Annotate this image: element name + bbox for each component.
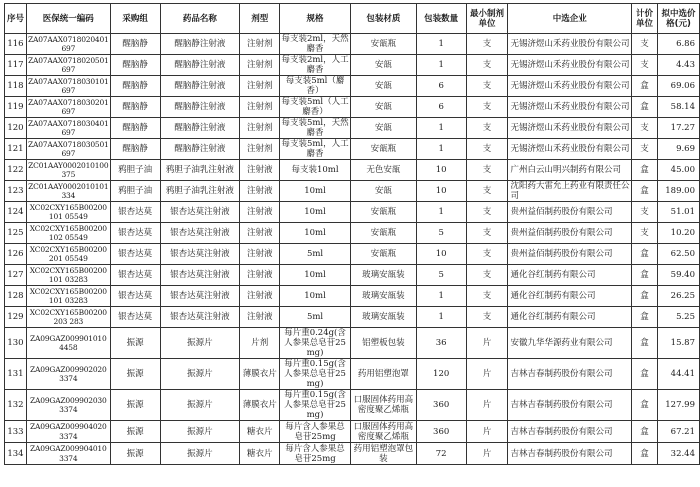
table-row bbox=[5, 244, 700, 265]
table-row bbox=[5, 359, 700, 390]
cell-packaging: 安瓿 bbox=[350, 76, 416, 97]
cell-index: 123 bbox=[5, 181, 27, 202]
cell-company: 无锡济煜山禾药业股份有限公司 bbox=[508, 55, 632, 76]
cell-dosage-form: 片剂 bbox=[240, 328, 280, 359]
cell-pack-qty: 1 bbox=[416, 118, 466, 139]
cell-drug-name: 振源片 bbox=[160, 359, 240, 390]
table-row bbox=[5, 160, 700, 181]
cell-group: 银杏达莫 bbox=[110, 265, 160, 286]
cell-pack-qty: 120 bbox=[416, 359, 466, 390]
cell-min-unit: 支 bbox=[466, 202, 508, 223]
cell-dosage-form: 注射剂 bbox=[240, 118, 280, 139]
cell-min-unit: 支 bbox=[466, 55, 508, 76]
cell-min-unit: 片 bbox=[466, 359, 508, 390]
cell-min-unit: 片 bbox=[466, 443, 508, 465]
cell-dosage-form: 薄膜衣片 bbox=[240, 359, 280, 390]
cell-company: 安徽九华华源药业有限公司 bbox=[508, 328, 632, 359]
cell-company: 通化谷红制药有限公司 bbox=[508, 307, 632, 328]
table-row bbox=[5, 328, 700, 359]
cell-packaging: 安瓿 bbox=[350, 97, 416, 118]
cell-company: 贵州益佰制药股份有限公司 bbox=[508, 244, 632, 265]
col-header-spec: 规格 bbox=[280, 4, 351, 34]
cell-spec: 5ml bbox=[280, 307, 351, 328]
cell-company: 通化谷红制药有限公司 bbox=[508, 286, 632, 307]
cell-drug-name: 振源片 bbox=[160, 421, 240, 443]
cell-company: 吉林吉春制药股份有限公司 bbox=[508, 443, 632, 465]
cell-code: ZA07AAX0718030201697 bbox=[27, 97, 109, 116]
cell-price: 6.86 bbox=[657, 34, 699, 55]
cell-packaging: 安瓿 bbox=[350, 181, 416, 202]
cell-company: 吉林吉春制药股份有限公司 bbox=[508, 359, 632, 390]
col-header-packaging: 包装材质 bbox=[350, 4, 416, 34]
cell-pack-qty: 6 bbox=[416, 76, 466, 97]
cell-price-unit: 盒 bbox=[632, 265, 658, 286]
cell-price-unit: 支 bbox=[632, 223, 658, 244]
cell-dosage-form: 注射液 bbox=[240, 244, 280, 265]
cell-pack-qty: 1 bbox=[416, 286, 466, 307]
cell-pack-qty: 360 bbox=[416, 421, 466, 443]
col-header-min-unit: 最小制剂单位 bbox=[466, 4, 508, 34]
cell-packaging: 药用铝塑泡罩包装 bbox=[350, 443, 416, 465]
table-row bbox=[5, 307, 700, 328]
cell-price-unit: 盒 bbox=[632, 443, 658, 465]
cell-spec: 10ml bbox=[280, 202, 351, 223]
cell-drug-name: 醒脑静注射液 bbox=[160, 34, 240, 55]
cell-dosage-form: 注射剂 bbox=[240, 97, 280, 118]
cell-price: 4.43 bbox=[657, 55, 699, 76]
cell-price-unit: 盒 bbox=[632, 328, 658, 359]
cell-group: 银杏达莫 bbox=[110, 307, 160, 328]
table-body bbox=[5, 34, 700, 465]
cell-price: 51.01 bbox=[657, 202, 699, 223]
cell-packaging: 安瓿瓶 bbox=[350, 34, 416, 55]
cell-spec: 每支装5ml，天然麝香 bbox=[281, 118, 349, 138]
cell-group: 银杏达莫 bbox=[110, 223, 160, 244]
cell-company: 吉林吉春制药股份有限公司 bbox=[508, 421, 632, 443]
cell-dosage-form: 注射液 bbox=[240, 223, 280, 244]
cell-min-unit: 支 bbox=[466, 97, 508, 118]
cell-min-unit: 支 bbox=[466, 223, 508, 244]
cell-index: 118 bbox=[5, 76, 27, 97]
cell-price: 10.20 bbox=[657, 223, 699, 244]
cell-spec: 10ml bbox=[280, 223, 351, 244]
cell-company: 无锡济煜山禾药业股份有限公司 bbox=[508, 97, 632, 118]
cell-index: 122 bbox=[5, 160, 27, 181]
cell-packaging: 铝塑板包装 bbox=[350, 328, 416, 359]
drug-price-table bbox=[4, 3, 700, 465]
cell-price: 45.00 bbox=[657, 160, 699, 181]
cell-spec: 每片重0.15g(含人参果总皂苷25mg) bbox=[280, 390, 351, 421]
cell-company: 无锡济煜山禾药业股份有限公司 bbox=[508, 118, 632, 139]
cell-pack-qty: 6 bbox=[416, 97, 466, 118]
cell-spec: 每片含人参果总皂苷25mg bbox=[280, 443, 351, 465]
cell-drug-name: 醒脑静注射液 bbox=[160, 97, 240, 118]
cell-min-unit: 支 bbox=[466, 265, 508, 286]
cell-min-unit: 支 bbox=[466, 76, 508, 97]
cell-price-unit: 盒 bbox=[632, 97, 658, 118]
cell-packaging: 玻璃安瓿装 bbox=[350, 286, 416, 307]
cell-drug-name: 银杏达莫注射液 bbox=[160, 265, 240, 286]
cell-dosage-form: 注射剂 bbox=[240, 55, 280, 76]
cell-price: 69.06 bbox=[657, 76, 699, 97]
cell-drug-name: 醒脑静注射液 bbox=[160, 118, 240, 139]
cell-packaging: 安瓿 bbox=[350, 55, 416, 76]
cell-company: 吉林吉春制药股份有限公司 bbox=[508, 390, 632, 421]
cell-pack-qty: 360 bbox=[416, 390, 466, 421]
table-row bbox=[5, 76, 700, 97]
cell-pack-qty: 1 bbox=[416, 139, 466, 160]
cell-price-unit: 支 bbox=[632, 55, 658, 76]
cell-price-unit: 盒 bbox=[632, 390, 658, 421]
cell-pack-qty: 36 bbox=[416, 328, 466, 359]
cell-price-unit: 盒 bbox=[632, 359, 658, 390]
cell-group: 醒脑静 bbox=[110, 34, 160, 55]
table-row bbox=[5, 55, 700, 76]
cell-code: ZA09GAZ0099020303374 bbox=[26, 390, 110, 421]
cell-packaging: 药用铝塑泡罩 bbox=[350, 359, 416, 390]
cell-dosage-form: 注射液 bbox=[240, 265, 280, 286]
cell-company: 通化谷红制药有限公司 bbox=[508, 265, 632, 286]
cell-company: 贵州益佰制药股份有限公司 bbox=[508, 223, 632, 244]
cell-spec: 每支装5ml，人工麝香 bbox=[281, 139, 349, 159]
cell-pack-qty: 10 bbox=[416, 160, 466, 181]
cell-spec: 每支装5ml（麝香） bbox=[280, 76, 351, 97]
cell-price-unit: 支 bbox=[632, 202, 658, 223]
cell-code: ZC01AAY0002010101334 bbox=[28, 181, 109, 200]
cell-drug-name: 振源片 bbox=[160, 443, 240, 465]
cell-price: 59.40 bbox=[657, 265, 699, 286]
cell-pack-qty: 1 bbox=[416, 34, 466, 55]
cell-min-unit: 支 bbox=[466, 307, 508, 328]
cell-pack-qty: 1 bbox=[416, 55, 466, 76]
cell-price-unit: 支 bbox=[632, 34, 658, 55]
cell-price: 189.00 bbox=[657, 181, 699, 202]
cell-spec: 每支装5ml（人工麝香） bbox=[281, 97, 349, 117]
cell-group: 鸦胆子油 bbox=[110, 160, 160, 181]
cell-drug-name: 醒脑静注射液 bbox=[160, 55, 240, 76]
cell-min-unit: 支 bbox=[466, 34, 508, 55]
cell-drug-name: 银杏达莫注射液 bbox=[160, 244, 240, 265]
cell-spec: 每片重0.15g(含人参果总皂苷25mg) bbox=[280, 359, 351, 390]
cell-group: 银杏达莫 bbox=[110, 202, 160, 223]
cell-group: 醒脑静 bbox=[110, 118, 160, 139]
cell-min-unit: 支 bbox=[466, 160, 508, 181]
table-row bbox=[5, 181, 700, 202]
cell-packaging: 安瓿瓶 bbox=[350, 139, 416, 160]
cell-drug-name: 银杏达莫注射液 bbox=[160, 202, 240, 223]
cell-price: 44.41 bbox=[657, 359, 699, 390]
cell-group: 振源 bbox=[110, 443, 160, 465]
cell-packaging: 安瓿瓶 bbox=[350, 244, 416, 265]
table-row bbox=[5, 265, 700, 286]
cell-price-unit: 盒 bbox=[632, 421, 658, 443]
cell-index: 134 bbox=[5, 443, 27, 465]
col-header-price-unit: 计价单位 bbox=[632, 4, 658, 34]
cell-group: 醒脑静 bbox=[110, 97, 160, 118]
table-row bbox=[5, 97, 700, 118]
cell-spec: 每片重0.24g(含人参果总皂苷25mg) bbox=[280, 328, 351, 359]
cell-index: 130 bbox=[5, 328, 27, 359]
cell-drug-name: 鸦胆子油乳注射液 bbox=[160, 160, 240, 181]
cell-dosage-form: 糖衣片 bbox=[240, 443, 280, 465]
table-row bbox=[5, 139, 700, 160]
cell-drug-name: 鸦胆子油乳注射液 bbox=[160, 181, 240, 202]
cell-dosage-form: 注射剂 bbox=[240, 139, 280, 160]
table-row bbox=[5, 443, 700, 465]
cell-price: 67.21 bbox=[657, 421, 699, 443]
cell-packaging: 口服固体药用高密度聚乙烯瓶 bbox=[350, 421, 416, 443]
table-row bbox=[5, 223, 700, 244]
cell-price: 9.69 bbox=[657, 139, 699, 160]
cell-min-unit: 支 bbox=[466, 118, 508, 139]
col-header-company: 中选企业 bbox=[508, 4, 632, 34]
cell-dosage-form: 注射液 bbox=[240, 307, 280, 328]
col-header-price: 拟中选价格(元) bbox=[657, 4, 699, 34]
cell-code: ZC01AAY0002010100375 bbox=[28, 160, 109, 179]
cell-pack-qty: 10 bbox=[416, 181, 466, 202]
cell-company: 广州白云山明兴制药有限公司 bbox=[508, 160, 632, 181]
cell-price: 62.50 bbox=[657, 244, 699, 265]
cell-dosage-form: 注射液 bbox=[240, 286, 280, 307]
cell-index: 125 bbox=[5, 223, 27, 244]
cell-company: 无锡济煜山禾药业股份有限公司 bbox=[508, 34, 632, 55]
cell-min-unit: 支 bbox=[466, 139, 508, 160]
cell-code: XC02CXY165B00200101 05549 bbox=[26, 202, 110, 223]
cell-index: 120 bbox=[5, 118, 27, 139]
cell-packaging: 口服固体药用高密度聚乙烯瓶 bbox=[350, 390, 416, 421]
table-row bbox=[5, 202, 700, 223]
cell-packaging: 安瓿瓶 bbox=[350, 202, 416, 223]
cell-min-unit: 片 bbox=[466, 328, 508, 359]
cell-packaging: 玻璃安瓿装 bbox=[350, 265, 416, 286]
cell-min-unit: 片 bbox=[466, 421, 508, 443]
cell-index: 117 bbox=[5, 55, 27, 76]
cell-pack-qty: 5 bbox=[416, 265, 466, 286]
cell-price-unit: 盒 bbox=[632, 160, 658, 181]
cell-price-unit: 支 bbox=[632, 139, 658, 160]
cell-price-unit: 盒 bbox=[632, 76, 658, 97]
cell-index: 124 bbox=[5, 202, 27, 223]
cell-code: XC02CXY165B00200201 05549 bbox=[26, 244, 110, 265]
cell-group: 醒脑静 bbox=[110, 55, 160, 76]
cell-group: 振源 bbox=[110, 359, 160, 390]
cell-code: ZA09GAZ0099040103374 bbox=[26, 443, 110, 465]
col-header-code: 医保统一编码 bbox=[26, 4, 110, 34]
cell-min-unit: 支 bbox=[466, 181, 508, 202]
cell-dosage-form: 注射剂 bbox=[240, 76, 280, 97]
table-row bbox=[5, 390, 700, 421]
cell-spec: 每支装10ml bbox=[280, 160, 351, 181]
cell-dosage-form: 糖衣片 bbox=[240, 421, 280, 443]
cell-packaging: 安瓿瓶 bbox=[350, 223, 416, 244]
cell-spec: 每片含人参果总皂苷25mg bbox=[280, 421, 351, 443]
cell-packaging: 安瓿 bbox=[350, 118, 416, 139]
cell-drug-name: 银杏达莫注射液 bbox=[160, 223, 240, 244]
cell-pack-qty: 1 bbox=[416, 202, 466, 223]
cell-drug-name: 醒脑静注射液 bbox=[160, 139, 240, 160]
cell-price-unit: 盒 bbox=[632, 307, 658, 328]
cell-code: ZA07AAX0718030401697 bbox=[27, 118, 109, 137]
cell-code: ZA09GAZ0099010104458 bbox=[26, 328, 110, 359]
cell-dosage-form: 薄膜衣片 bbox=[240, 390, 280, 421]
table-row bbox=[5, 421, 700, 443]
cell-spec: 10ml bbox=[280, 286, 351, 307]
cell-group: 鸦胆子油 bbox=[110, 181, 160, 202]
cell-price-unit: 盒 bbox=[632, 181, 658, 202]
col-header-group: 采购组 bbox=[110, 4, 160, 34]
col-header-index: 序号 bbox=[5, 4, 27, 34]
cell-min-unit: 支 bbox=[466, 286, 508, 307]
cell-group: 银杏达莫 bbox=[110, 244, 160, 265]
cell-code: ZA07AAX0718020501697 bbox=[27, 55, 109, 74]
cell-index: 128 bbox=[5, 286, 27, 307]
cell-price: 15.87 bbox=[657, 328, 699, 359]
cell-price-unit: 支 bbox=[632, 118, 658, 139]
cell-spec: 每支装2ml，人工麝香 bbox=[281, 55, 349, 75]
cell-pack-qty: 1 bbox=[416, 307, 466, 328]
cell-code: XC02CXY165B00200101 03283 bbox=[26, 265, 110, 286]
cell-dosage-form: 注射液 bbox=[240, 181, 280, 202]
table-row bbox=[5, 118, 700, 139]
cell-spec: 5ml bbox=[280, 244, 351, 265]
cell-index: 126 bbox=[5, 244, 27, 265]
cell-price: 58.14 bbox=[657, 97, 699, 118]
cell-dosage-form: 注射液 bbox=[240, 160, 280, 181]
cell-group: 醒脑静 bbox=[110, 139, 160, 160]
cell-group: 银杏达莫 bbox=[110, 286, 160, 307]
cell-drug-name: 醒脑静注射液 bbox=[160, 76, 240, 97]
cell-index: 129 bbox=[5, 307, 27, 328]
cell-packaging: 无色安瓿 bbox=[350, 160, 416, 181]
cell-code: ZA07AAX0718020401697 bbox=[27, 34, 109, 53]
cell-company: 无锡济煜山禾药业股份有限公司 bbox=[508, 139, 632, 160]
cell-packaging: 玻璃安瓿装 bbox=[350, 307, 416, 328]
cell-group: 振源 bbox=[110, 328, 160, 359]
cell-code: ZA07AAX0718030501697 bbox=[27, 139, 109, 158]
cell-code: ZA09GAZ0099020203374 bbox=[26, 359, 110, 390]
cell-index: 119 bbox=[5, 97, 27, 118]
cell-group: 振源 bbox=[110, 421, 160, 443]
cell-min-unit: 支 bbox=[466, 244, 508, 265]
cell-index: 121 bbox=[5, 139, 27, 160]
cell-pack-qty: 72 bbox=[416, 443, 466, 465]
cell-pack-qty: 5 bbox=[416, 223, 466, 244]
cell-company: 无锡济煜山禾药业股份有限公司 bbox=[508, 76, 632, 97]
cell-price: 127.99 bbox=[657, 390, 699, 421]
cell-drug-name: 银杏达莫注射液 bbox=[160, 286, 240, 307]
cell-index: 131 bbox=[5, 359, 27, 390]
cell-spec: 每支装2ml，天然麝香 bbox=[281, 34, 349, 54]
cell-dosage-form: 注射液 bbox=[240, 202, 280, 223]
cell-code: XC02CXY165B00200101 03283 bbox=[26, 286, 110, 307]
cell-spec: 10ml bbox=[280, 181, 351, 202]
cell-price-unit: 盒 bbox=[632, 286, 658, 307]
cell-price: 32.44 bbox=[657, 443, 699, 465]
cell-drug-name: 振源片 bbox=[160, 328, 240, 359]
cell-group: 醒脑静 bbox=[110, 76, 160, 97]
cell-dosage-form: 注射剂 bbox=[240, 34, 280, 55]
cell-index: 127 bbox=[5, 265, 27, 286]
cell-code: XC02CXY165B00200203 283 bbox=[26, 307, 110, 328]
cell-index: 116 bbox=[5, 34, 27, 55]
cell-company: 贵州益佰制药股份有限公司 bbox=[508, 202, 632, 223]
col-header-dosage-form: 剂型 bbox=[240, 4, 280, 34]
cell-drug-name: 振源片 bbox=[160, 390, 240, 421]
col-header-drug-name: 药品名称 bbox=[160, 4, 240, 34]
table-row bbox=[5, 286, 700, 307]
cell-pack-qty: 10 bbox=[416, 244, 466, 265]
cell-price: 17.27 bbox=[657, 118, 699, 139]
cell-price: 5.25 bbox=[657, 307, 699, 328]
cell-index: 132 bbox=[5, 390, 27, 421]
cell-min-unit: 片 bbox=[466, 390, 508, 421]
table-row bbox=[5, 34, 700, 55]
cell-code: ZA09GAZ0099040203374 bbox=[26, 421, 110, 443]
cell-spec: 10ml bbox=[280, 265, 351, 286]
cell-price: 26.25 bbox=[657, 286, 699, 307]
col-header-pack-qty: 包装数量 bbox=[416, 4, 466, 34]
header-row bbox=[5, 4, 700, 34]
cell-code: XC02CXY165B00200102 05549 bbox=[26, 223, 110, 244]
cell-drug-name: 银杏达莫注射液 bbox=[160, 307, 240, 328]
cell-price-unit: 盒 bbox=[632, 244, 658, 265]
cell-group: 振源 bbox=[110, 390, 160, 421]
cell-index: 133 bbox=[5, 421, 27, 443]
cell-company: 沈阳药大雷允上药业有限责任公司 bbox=[508, 181, 632, 202]
cell-code: ZA07AAX0718030101697 bbox=[27, 76, 109, 95]
